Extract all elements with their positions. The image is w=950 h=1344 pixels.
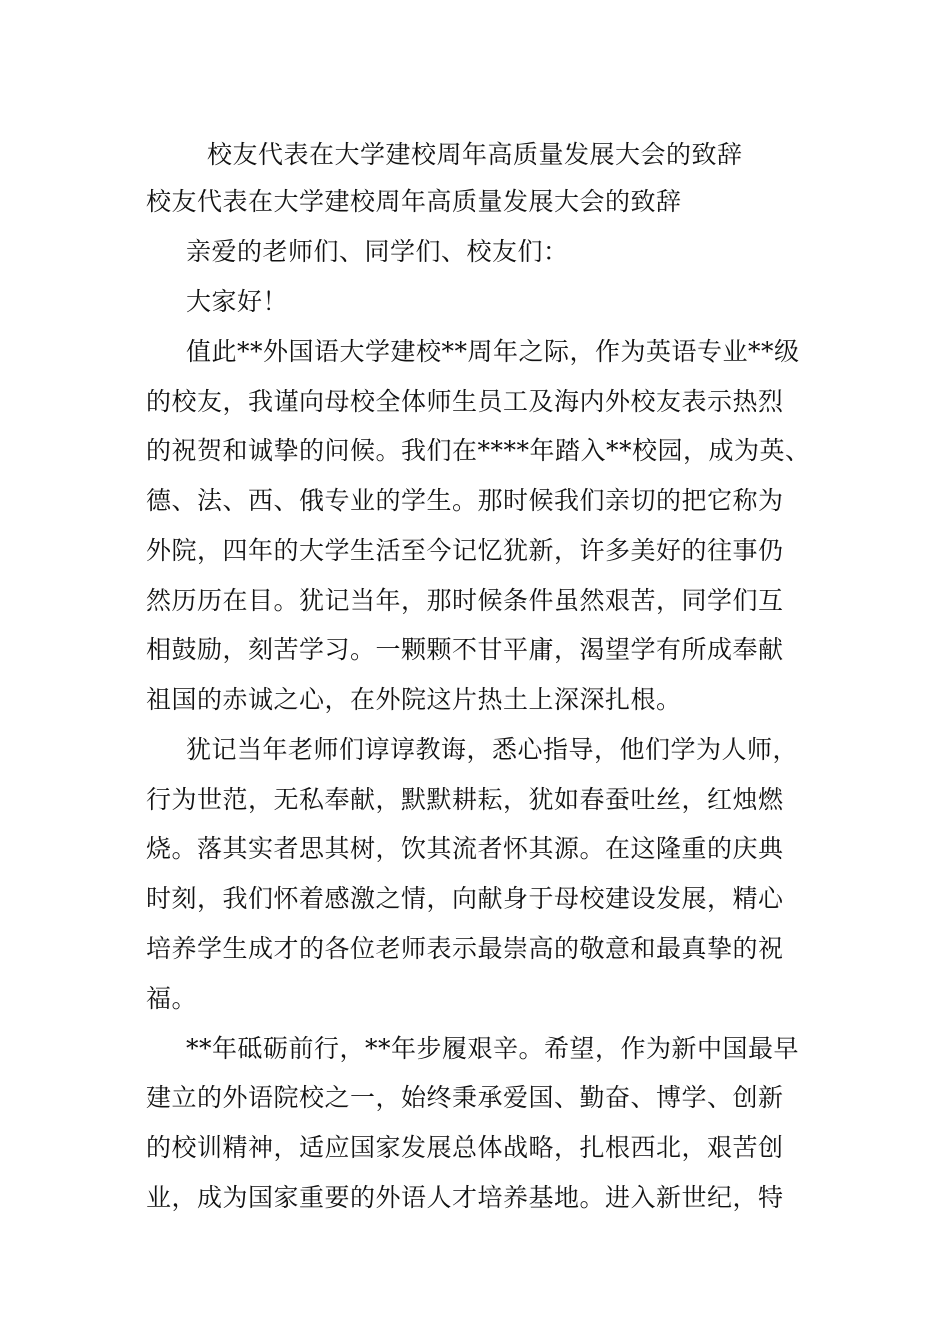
paragraph-line: 行为世范，无私奉献，默默耕耘，犹如春蚕吐丝，红烛燃 bbox=[146, 785, 784, 814]
header-title: 校友代表在大学建校周年高质量发展大会的致辞 bbox=[207, 140, 743, 169]
paragraph-line: 外院，四年的大学生活至今记忆犹新，许多美好的往事仍 bbox=[146, 536, 784, 565]
paragraph-line: 业，成为国家重要的外语人才培养基地。进入新世纪，特 bbox=[146, 1183, 784, 1212]
paragraph-line: 德、法、西、俄专业的学生。那时候我们亲切的把它称为 bbox=[146, 486, 784, 515]
greeting: 亲爱的老师们、同学们、校友们： bbox=[186, 237, 569, 266]
salutation: 大家好！ bbox=[186, 287, 289, 316]
paragraph-line: 然历历在目。犹记当年，那时候条件虽然艰苦，同学们互 bbox=[146, 586, 784, 615]
paragraph-line: 祖国的赤诚之心，在外院这片热土上深深扎根。 bbox=[146, 685, 682, 714]
paragraph-line: 相鼓励，刻苦学习。一颗颗不甘平庸，渴望学有所成奉献 bbox=[146, 635, 784, 664]
document-title: 校友代表在大学建校周年高质量发展大会的致辞 bbox=[146, 187, 682, 216]
paragraph-line: **年砥砺前行，**年步履艰辛。希望，作为新中国最早 bbox=[186, 1034, 800, 1063]
paragraph-line: 福。 bbox=[146, 984, 198, 1013]
paragraph-line: 的校训精神，适应国家发展总体战略，扎根西北，艰苦创 bbox=[146, 1133, 784, 1162]
paragraph-line: 时刻，我们怀着感激之情，向献身于母校建设发展，精心 bbox=[146, 884, 784, 913]
paragraph-line: 建立的外语院校之一，始终秉承爱国、勤奋、博学、创新 bbox=[146, 1083, 784, 1112]
paragraph-line: 烧。落其实者思其树，饮其流者怀其源。在这隆重的庆典 bbox=[146, 834, 784, 863]
paragraph-line: 的祝贺和诚挚的问候。我们在****年踏入**校园，成为英、 bbox=[146, 436, 811, 465]
paragraph-line: 值此**外国语大学建校**周年之际，作为英语专业**级 bbox=[186, 337, 800, 366]
paragraph-line: 的校友，我谨向母校全体师生员工及海内外校友表示热烈 bbox=[146, 387, 784, 416]
paragraph-line: 犹记当年老师们谆谆教诲，悉心指导，他们学为人师， bbox=[186, 735, 799, 764]
paragraph-line: 培养学生成才的各位老师表示最崇高的敬意和最真挚的祝 bbox=[146, 934, 784, 963]
